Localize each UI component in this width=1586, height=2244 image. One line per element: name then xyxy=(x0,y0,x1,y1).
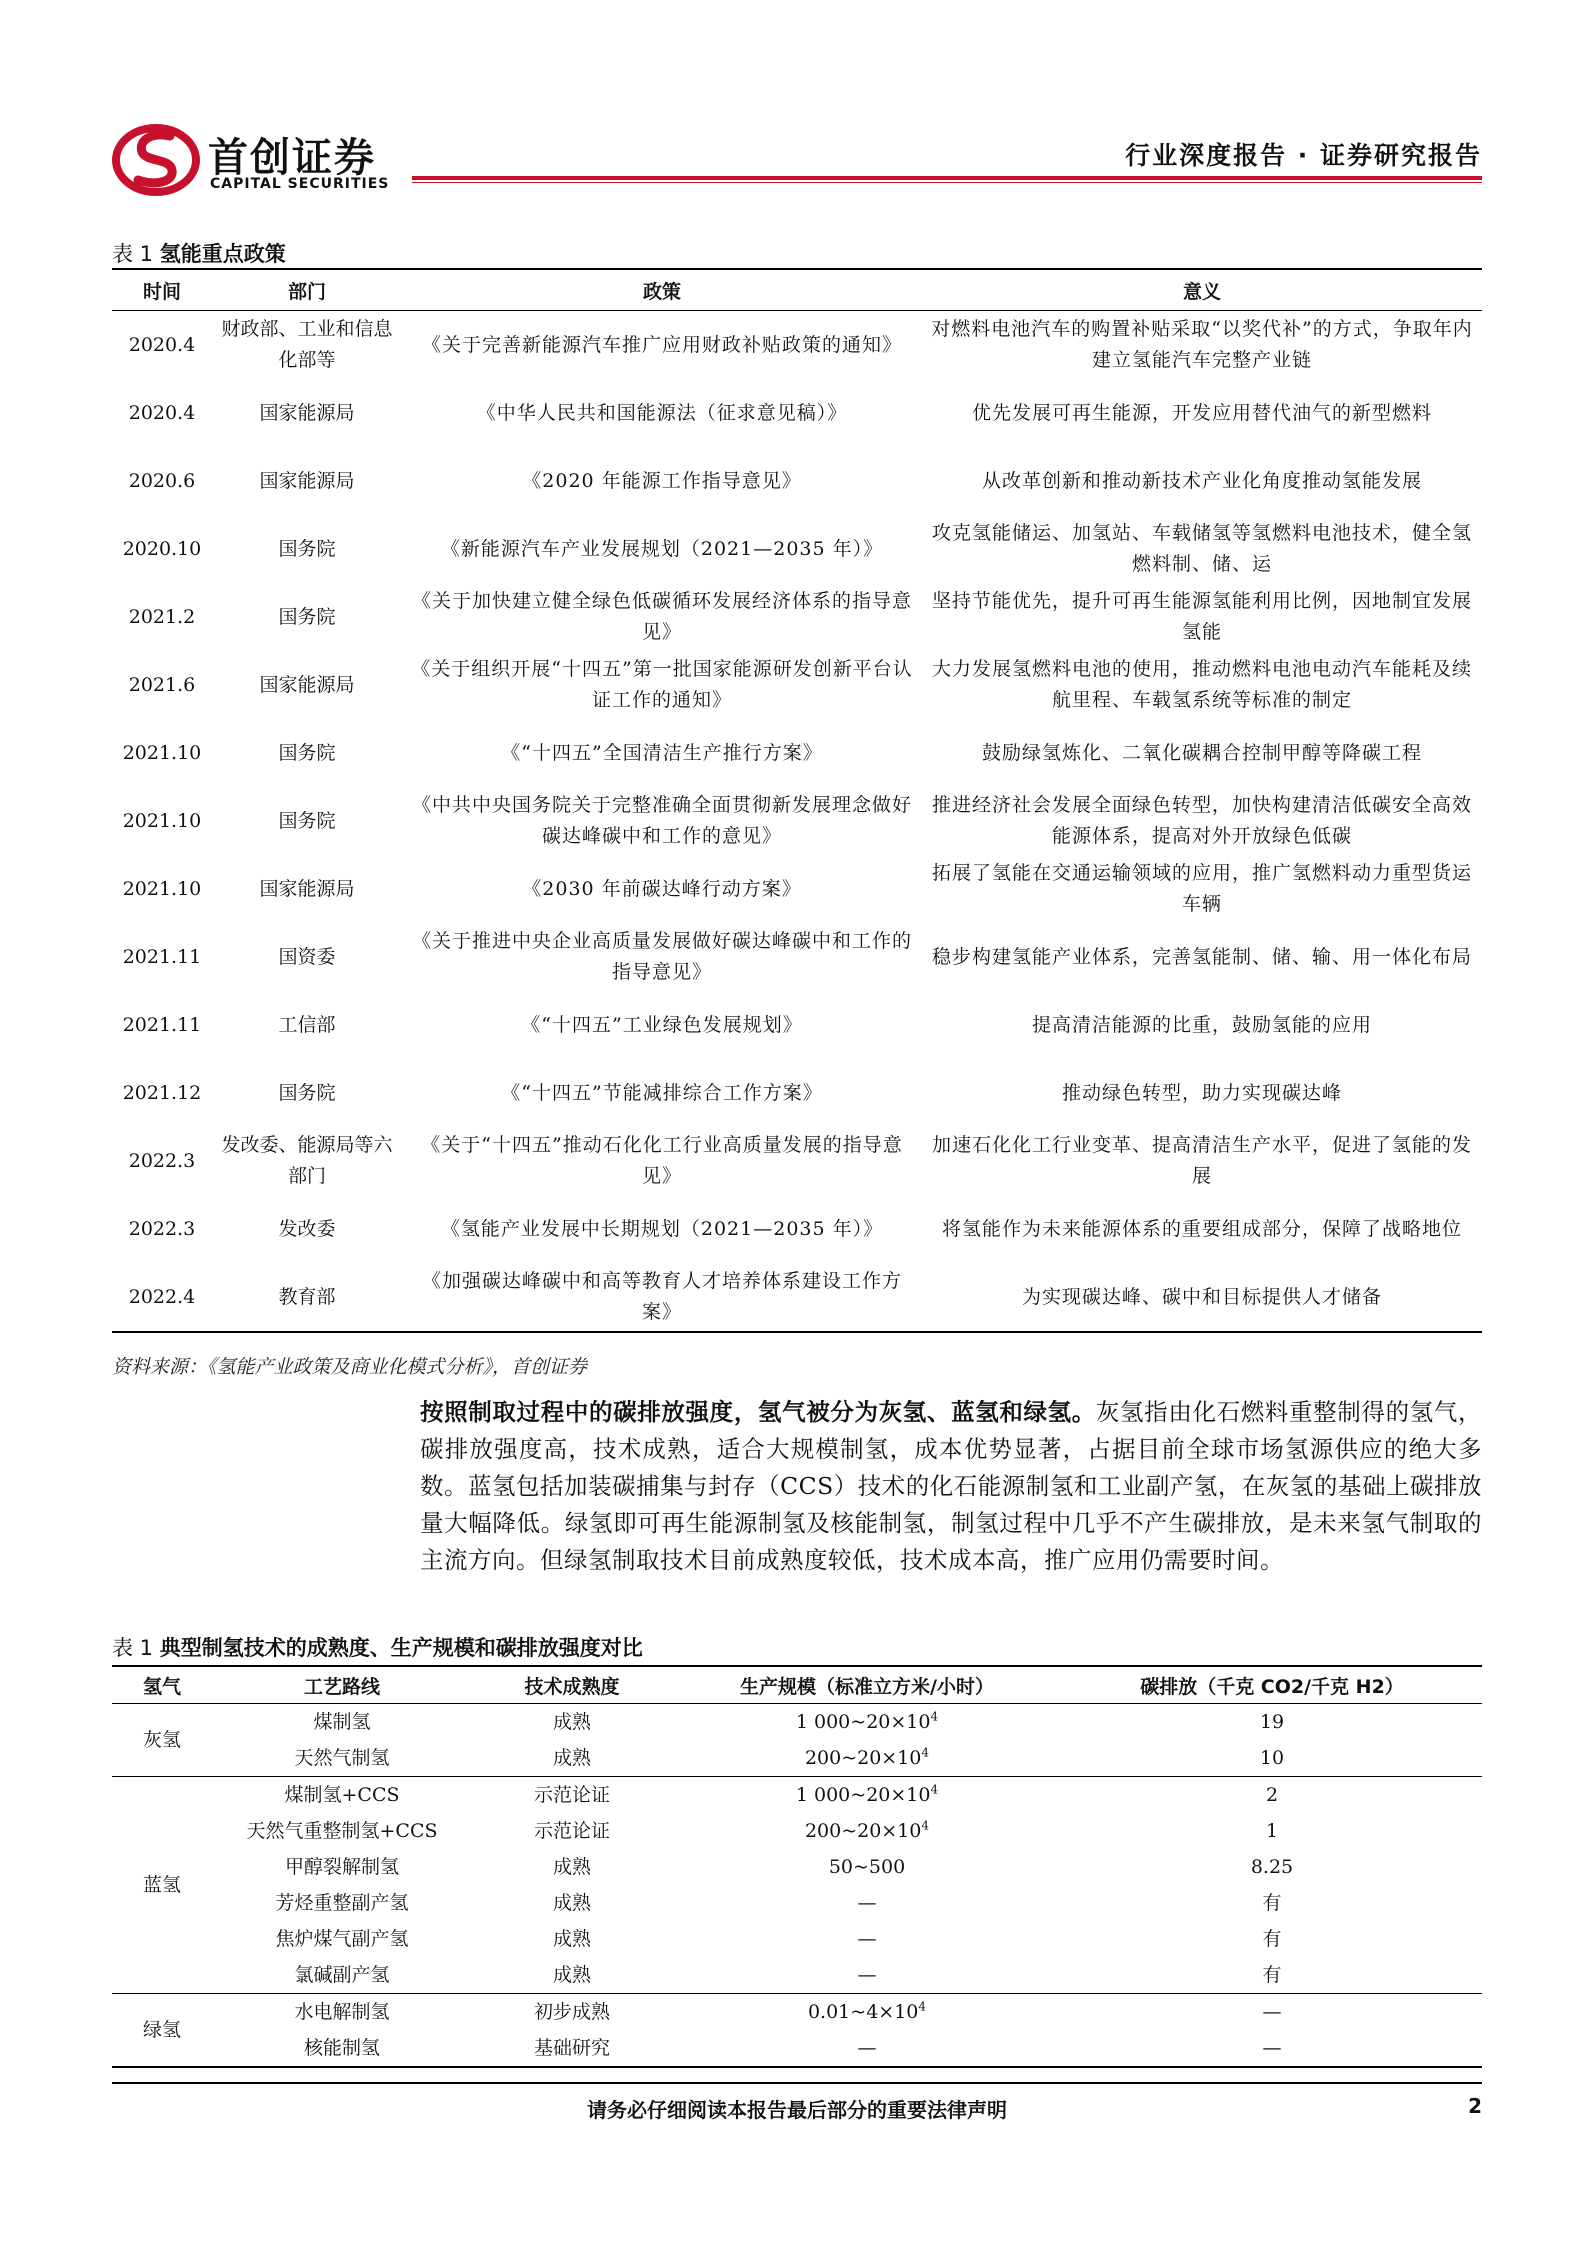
cell-maturity: 成熟 xyxy=(472,1957,672,1994)
table-row xyxy=(112,1921,1482,1957)
scale-value: 1 000~20×10 xyxy=(795,1784,931,1806)
table-row xyxy=(112,1849,1482,1885)
cell-significance: 为实现碳达峰、碳中和目标提供人才储备 xyxy=(922,1263,1482,1332)
table1-prefix: 表 1 xyxy=(112,242,154,266)
col-header-emission: 碳排放（千克 CO2/千克 H2） xyxy=(1062,1666,1482,1704)
cell-maturity: 成熟 xyxy=(552,1928,591,1950)
cell-route: 甲醇裂解制氢 xyxy=(284,1856,399,1878)
cell-policy: 《加强碳达峰碳中和高等教育人才培养体系建设工作方案》 xyxy=(402,1263,922,1332)
cell-department: 国家能源局 xyxy=(259,401,355,424)
page-header xyxy=(112,118,1482,198)
logo-english-name: CAPITAL SECURITIES xyxy=(210,176,390,192)
cell-time: 2020.10 xyxy=(122,537,202,560)
col-header-time: 时间 xyxy=(112,269,212,311)
cell-policy: 《2030 年前碳达峰行动方案》 xyxy=(522,877,802,900)
table-row xyxy=(112,1263,1482,1332)
scale-exponent: 4 xyxy=(918,1999,927,2014)
table-row xyxy=(112,447,1482,515)
report-type: 行业深度报告 · 证券研究报告 xyxy=(1125,141,1482,170)
cell-policy: 《“十四五”全国清洁生产推行方案》 xyxy=(501,741,823,764)
cell-time: 2022.3 xyxy=(128,1149,196,1172)
cell-significance: 攻克氢能储运、加氢站、车载储氢等氢燃料电池技术，健全氢燃料制、储、运 xyxy=(931,522,1472,575)
cell-route: 煤制氢+CCS xyxy=(284,1784,400,1806)
table-row xyxy=(112,311,1482,380)
cell-department: 教育部 xyxy=(212,1263,402,1332)
cell-policy: 《氢能产业发展中长期规划（2021—2035 年）》 xyxy=(440,1217,884,1240)
cell-time: 2020.6 xyxy=(128,469,196,492)
scale-value: — xyxy=(857,1892,877,1914)
scale-exponent: 4 xyxy=(921,1745,930,1760)
cell-department: 国资委 xyxy=(278,945,336,968)
paragraph-body: 灰氢指由化石燃料重整制得的氢气，碳排放强度高，技术成熟，适合大规模制氢，成本优势显著，占据目前全球市场氢源供应的绝大多数。蓝氢包括加装碳捕集与封存（CCS）技术的化石能源制氢和工业副产氢，在灰氢的基础上碳排放量大幅降低。绿氢即可再生能源制氢及核能制氢，制氢过程中几乎不产生碳排放，是未来氢气制取的主流方向。但绿氢制取技术目前成熟度较低，技术成本高，推广应用仍需要时间。 xyxy=(420,1398,1482,1574)
cell-scale xyxy=(672,1849,1062,1885)
scale-exponent: 4 xyxy=(921,1818,930,1833)
cell-scale xyxy=(672,2030,1062,2067)
table-row xyxy=(112,379,1482,447)
cell-scale xyxy=(672,1921,1062,1957)
table-row xyxy=(112,1885,1482,1921)
cell-maturity: 成熟 xyxy=(472,1740,672,1777)
cell-policy: 《2020 年能源工作指导意见》 xyxy=(522,469,802,492)
footer-divider xyxy=(112,2082,1482,2084)
cell-emission: 有 xyxy=(1062,1957,1482,1994)
cell-emission: — xyxy=(1062,2030,1482,2067)
cell-significance: 稳步构建氢能产业体系，完善氢能制、储、输、用一体化布局 xyxy=(931,945,1472,968)
scale-value: 0.01~4×10 xyxy=(807,2001,919,2023)
cell-policy: 《“十四五”节能减排综合工作方案》 xyxy=(501,1081,823,1104)
cell-significance: 大力发展氢燃料电池的使用，推动燃料电池电动汽车能耗及续航里程、车载氢系统等标准的制定 xyxy=(931,658,1472,711)
policy-table xyxy=(112,268,1482,1333)
cell-scale xyxy=(672,1957,1062,1994)
cell-time: 2022.3 xyxy=(128,1217,196,1240)
header-divider xyxy=(412,176,1482,180)
cell-significance: 推动绿色转型，助力实现碳达峰 xyxy=(1061,1081,1342,1104)
cell-maturity: 成熟 xyxy=(552,1892,591,1914)
cell-significance: 优先发展可再生能源，开发应用替代油气的新型燃料 xyxy=(971,401,1432,424)
table1-title: 氢能重点政策 xyxy=(159,242,286,266)
cell-emission: 8.25 xyxy=(1250,1856,1294,1878)
cell-emission: 19 xyxy=(1259,1711,1285,1733)
cell-significance: 将氢能作为未来能源体系的重要组成部分，保障了战略地位 xyxy=(941,1217,1462,1240)
cell-department: 发改委、能源局等六部门 xyxy=(221,1134,393,1187)
cell-policy: 《中华人民共和国能源法（征求意见稿）》 xyxy=(476,401,848,424)
scale-value: — xyxy=(857,1928,877,1950)
scale-exponent: 4 xyxy=(930,1782,939,1797)
table-row xyxy=(112,923,1482,991)
cell-emission: 2 xyxy=(1265,1784,1279,1806)
scale-exponent: 4 xyxy=(930,1709,939,1724)
cell-department: 国务院 xyxy=(278,1081,336,1104)
cell-route: 水电解制氢 xyxy=(294,2001,390,2023)
cell-route: 芳烃重整副产氢 xyxy=(275,1892,409,1914)
table2-caption xyxy=(112,1632,643,1662)
col-header-policy: 政策 xyxy=(402,269,922,311)
cell-policy: 《关于加快建立健全绿色低碳循环发展经济体系的指导意见》 xyxy=(411,590,912,643)
scale-value: 1 000~20×10 xyxy=(795,1711,931,1733)
cell-policy: 《关于“十四五”推动石化化工行业高质量发展的指导意见》 xyxy=(421,1134,903,1187)
cell-time: 2021.10 xyxy=(122,877,202,900)
table-row xyxy=(112,1704,1482,1741)
cell-significance: 从改革创新和推动新技术产业化角度推动氢能发展 xyxy=(981,469,1422,492)
cell-department: 国家能源局 xyxy=(259,469,355,492)
cell-department: 国务院 xyxy=(278,741,336,764)
cell-time: 2021.10 xyxy=(122,809,202,832)
table-row xyxy=(112,1813,1482,1849)
cell-maturity: 成熟 xyxy=(552,1856,591,1878)
col-header-maturity: 技术成熟度 xyxy=(472,1666,672,1704)
cell-department: 发改委 xyxy=(278,1217,336,1240)
hydrogen-tech-table xyxy=(112,1665,1482,2068)
cell-significance: 坚持节能优先，提升可再生能源氢能利用比例，因地制宜发展氢能 xyxy=(931,590,1472,643)
cell-significance: 对燃料电池汽车的购置补贴采取“以奖代补”的方式，争取年内建立氢能汽车完整产业链 xyxy=(931,318,1473,371)
tech-table-header xyxy=(112,1666,1482,1704)
cell-scale xyxy=(672,1994,1062,2031)
table-row xyxy=(112,515,1482,583)
table-row xyxy=(112,787,1482,855)
table2-title: 典型制氢技术的成熟度、生产规模和碳排放强度对比 xyxy=(159,1636,643,1660)
table-row xyxy=(112,719,1482,787)
cell-department: 国务院 xyxy=(278,809,336,832)
footer-disclaimer: 请务必仔细阅读本报告最后部分的重要法律声明 xyxy=(587,2098,1007,2122)
cell-policy: 《关于完善新能源汽车推广应用财政补贴政策的通知》 xyxy=(421,333,902,356)
cell-time: 2021.11 xyxy=(122,945,202,968)
capital-securities-logo-icon xyxy=(112,118,200,196)
cell-policy: 《关于组织开展“十四五”第一批国家能源研发创新平台认证工作的通知》 xyxy=(411,658,913,711)
scale-value: 200~20×10 xyxy=(804,1747,922,1769)
table-row xyxy=(112,1957,1482,1994)
cell-time: 2021.10 xyxy=(122,741,202,764)
cell-hydrogen-type: 绿氢 xyxy=(112,1994,212,2068)
cell-significance: 推进经济社会发展全面绿色转型，加快构建清洁低碳安全高效能源体系，提高对外开放绿色低碳 xyxy=(931,794,1472,847)
cell-hydrogen-type: 灰氢 xyxy=(112,1704,212,1777)
cell-time: 2021.11 xyxy=(122,1013,202,1036)
col-header-route: 工艺路线 xyxy=(212,1666,472,1704)
cell-policy: 《“十四五”工业绿色发展规划》 xyxy=(521,1013,803,1036)
cell-scale xyxy=(672,1740,1062,1777)
cell-policy: 《新能源汽车产业发展规划（2021—2035 年）》 xyxy=(440,537,884,560)
table-row xyxy=(112,1777,1482,1814)
cell-department: 工信部 xyxy=(278,1013,336,1036)
cell-policy: 《关于推进中央企业高质量发展做好碳达峰碳中和工作的指导意见》 xyxy=(411,930,912,983)
cell-time: 2021.2 xyxy=(128,605,196,628)
table-row xyxy=(112,1740,1482,1777)
cell-route: 天然气制氢 xyxy=(212,1740,472,1777)
cell-department: 国务院 xyxy=(278,605,336,628)
cell-emission: 1 xyxy=(1265,1820,1279,1842)
cell-department: 国家能源局 xyxy=(259,877,355,900)
hydrogen-classification-paragraph xyxy=(420,1394,1482,1579)
cell-route: 核能制氢 xyxy=(212,2030,472,2067)
cell-significance: 提高清洁能源的比重，鼓励氢能的应用 xyxy=(1031,1013,1372,1036)
cell-time: 2021.6 xyxy=(128,673,196,696)
table-row xyxy=(112,991,1482,1059)
paragraph-lead: 按照制取过程中的碳排放强度，氢气被分为灰氢、蓝氢和绿氢。 xyxy=(420,1398,1096,1426)
cell-scale xyxy=(672,1813,1062,1849)
cell-time: 2021.12 xyxy=(122,1081,202,1104)
col-header-significance: 意义 xyxy=(922,269,1482,311)
table-row xyxy=(112,1195,1482,1263)
col-header-hydrogen: 氢气 xyxy=(112,1666,212,1704)
cell-route: 煤制氢 xyxy=(313,1711,371,1733)
cell-route: 焦炉煤气副产氢 xyxy=(275,1928,409,1950)
cell-time: 2020.4 xyxy=(128,401,196,424)
cell-route: 氯碱副产氢 xyxy=(212,1957,472,1994)
cell-time: 2022.4 xyxy=(112,1263,212,1332)
cell-maturity: 示范论证 xyxy=(533,1820,610,1842)
cell-significance: 鼓励绿氢炼化、二氧化碳耦合控制甲醇等降碳工程 xyxy=(981,741,1422,764)
logo-chinese-name: 首创证券 xyxy=(208,135,376,181)
cell-scale xyxy=(672,1704,1062,1741)
cell-department: 财政部、工业和信息化部等 xyxy=(221,318,393,371)
cell-emission: 有 xyxy=(1262,1928,1282,1950)
cell-department: 国务院 xyxy=(278,537,336,560)
cell-emission: — xyxy=(1262,2001,1282,2023)
cell-department: 国家能源局 xyxy=(259,673,355,696)
table-row xyxy=(112,855,1482,923)
cell-scale xyxy=(672,1885,1062,1921)
page-number: 2 xyxy=(1468,2094,1482,2118)
table1-source: 资料来源：《氢能产业政策及商业化模式分析》，首创证券 xyxy=(112,1356,588,1378)
table-row xyxy=(112,1127,1482,1195)
scale-value: 200~20×10 xyxy=(804,1820,922,1842)
table-row xyxy=(112,583,1482,651)
table2-prefix: 表 1 xyxy=(112,1636,154,1660)
header-divider-thin xyxy=(412,182,1482,183)
cell-significance: 拓展了氢能在交通运输领域的应用，推广氢燃料动力重型货运车辆 xyxy=(931,862,1472,915)
cell-emission: 有 xyxy=(1262,1892,1282,1914)
col-header-scale: 生产规模（标准立方米/小时） xyxy=(672,1666,1062,1704)
col-header-department: 部门 xyxy=(212,269,402,311)
cell-maturity: 初步成熟 xyxy=(533,2001,610,2023)
cell-route: 天然气重整制氢+CCS xyxy=(246,1820,438,1842)
scale-value: — xyxy=(857,2037,877,2059)
scale-value: 50~500 xyxy=(828,1856,906,1878)
cell-hydrogen-type: 蓝氢 xyxy=(112,1777,212,1994)
table-row xyxy=(112,1059,1482,1127)
cell-significance: 加速石化化工行业变革、提高清洁生产水平，促进了氢能的发展 xyxy=(931,1134,1472,1187)
policy-table-header xyxy=(112,269,1482,311)
cell-time: 2020.4 xyxy=(128,333,196,356)
table1-caption xyxy=(112,238,286,268)
scale-value: — xyxy=(857,1964,877,1986)
cell-emission: 10 xyxy=(1062,1740,1482,1777)
table-row xyxy=(112,651,1482,719)
table-row xyxy=(112,1994,1482,2031)
cell-maturity: 基础研究 xyxy=(472,2030,672,2067)
cell-maturity: 成熟 xyxy=(552,1711,591,1733)
cell-policy: 《中共中央国务院关于完整准确全面贯彻新发展理念做好碳达峰碳中和工作的意见》 xyxy=(411,794,912,847)
table-row xyxy=(112,2030,1482,2067)
cell-scale xyxy=(672,1777,1062,1814)
cell-maturity: 示范论证 xyxy=(533,1784,610,1806)
